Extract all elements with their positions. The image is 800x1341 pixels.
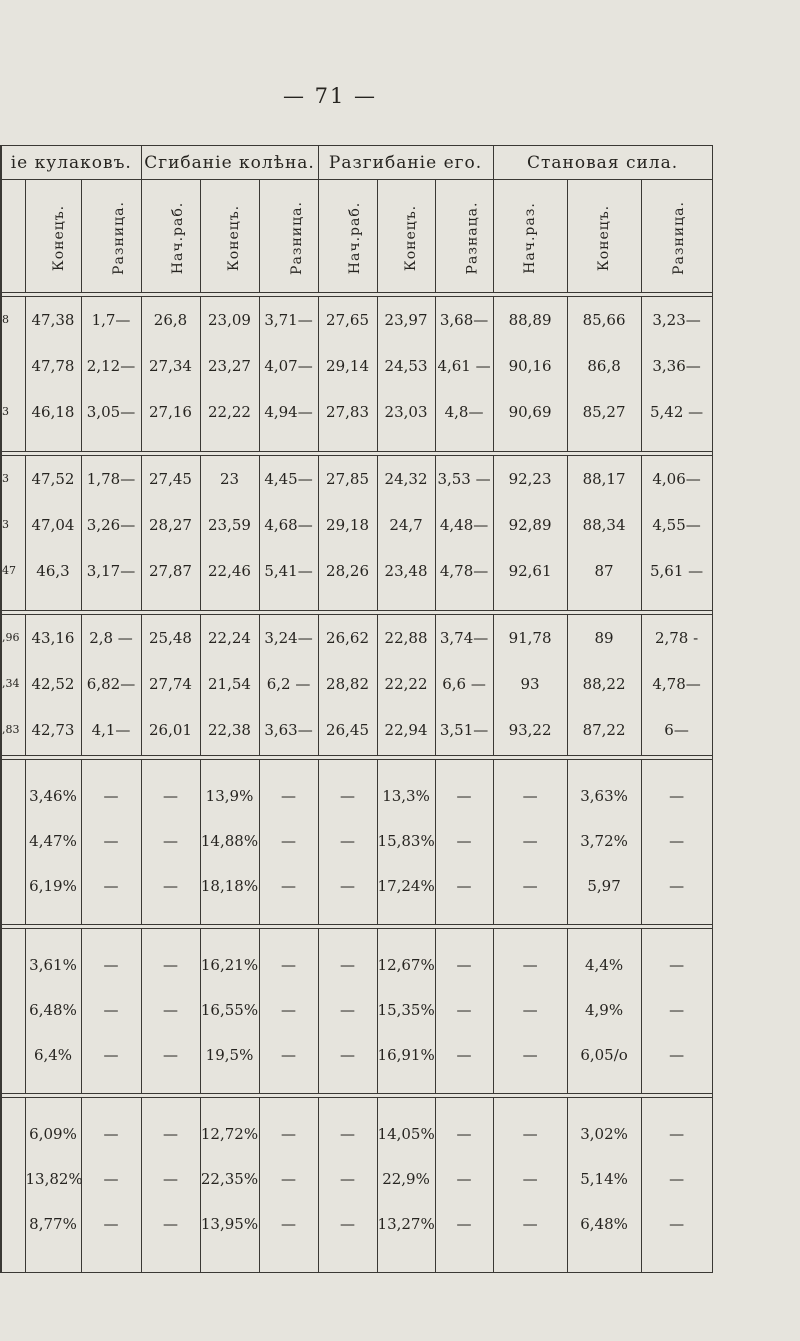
table-cell: 47,52 47,04 46,3 (25, 456, 81, 611)
table-cell: — — — (141, 1098, 200, 1273)
table-cell: 3,24— 6,2 — 3,63— (259, 615, 318, 756)
table-cell: 26,62 28,82 26,45 (318, 615, 377, 756)
sub-header: Разнаца. (435, 180, 493, 293)
sub-header: Нач.раб. (318, 180, 377, 293)
measurement-table-sheet (0, 145, 711, 1273)
table-cell: 13,3% 15,83% 17,24% (377, 760, 435, 925)
sub-header: Нач.раз. (493, 180, 567, 293)
sub-header: Конецъ. (377, 180, 435, 293)
data-block-row (1, 297, 712, 452)
table-cell: — — — (493, 929, 567, 1094)
table-cell: — — — (318, 760, 377, 925)
table-cell: — — — (81, 1098, 141, 1273)
table-cell: 3,74— 6,6 — 3,51— (435, 615, 493, 756)
data-block-row (1, 615, 712, 756)
table-cell: 3,61% 6,48% 6,4% (25, 929, 81, 1094)
sub-header: Конецъ. (567, 180, 641, 293)
table-cell: 23,97 24,53 23,03 (377, 297, 435, 452)
table-cell: 89 88,22 87,22 (567, 615, 641, 756)
table-cell: — — — (493, 760, 567, 925)
table-cell: — — — (435, 1098, 493, 1273)
table-cell: 2,78 - 4,78— 6— (641, 615, 712, 756)
data-block-row (1, 760, 712, 925)
table-cell: 88,89 90,16 90,69 (493, 297, 567, 452)
row-label-fragment (1, 760, 25, 925)
table-cell: — — — (259, 929, 318, 1094)
row-label-fragment: ,96 ,34 ,83 (1, 615, 25, 756)
table-cell: 12,72% 22,35% 13,95% (200, 1098, 259, 1273)
table-cell: — — — (493, 1098, 567, 1273)
data-block-row (1, 1098, 712, 1273)
row-label-fragment (1, 1098, 25, 1273)
table-cell: 4,45— 4,68— 5,41— (259, 456, 318, 611)
table-cell: 14,05% 22,9% 13,27% (377, 1098, 435, 1273)
table-cell: 1,7— 2,12— 3,05— (81, 297, 141, 452)
table-cell: 85,66 86,8 85,27 (567, 297, 641, 452)
table-cell: — — — (641, 929, 712, 1094)
data-block-row (1, 929, 712, 1094)
group-header-row (1, 146, 712, 180)
table-cell: 47,38 47,78 46,18 (25, 297, 81, 452)
sub-header-row (1, 180, 712, 293)
table-cell: 22,88 22,22 22,94 (377, 615, 435, 756)
table-cell: — — — (259, 1098, 318, 1273)
table-cell: 26,8 27,34 27,16 (141, 297, 200, 452)
table-cell: — — — (141, 929, 200, 1094)
table-cell: — — — (141, 760, 200, 925)
table-cell: — — — (641, 760, 712, 925)
sub-header: Нач.раб. (141, 180, 200, 293)
sub-header: Разница. (81, 180, 141, 293)
table-cell: 27,65 29,14 27,83 (318, 297, 377, 452)
table-cell: 4,06— 4,55— 5,61 — (641, 456, 712, 611)
table-cell: — — — (435, 760, 493, 925)
table-cell: 16,21% 16,55% 19,5% (200, 929, 259, 1094)
table-cell: — — — (81, 760, 141, 925)
table-cell: — — — (259, 760, 318, 925)
table-cell: 2,8 — 6,82— 4,1— (81, 615, 141, 756)
table-cell: 3,46% 4,47% 6,19% (25, 760, 81, 925)
table-cell: — — — (641, 1098, 712, 1273)
table-cell: 43,16 42,52 42,73 (25, 615, 81, 756)
table-cell: 23,09 23,27 22,22 (200, 297, 259, 452)
group-header-fists: іе кулаковъ. (1, 146, 141, 180)
table-cell: 1,78— 3,26— 3,17— (81, 456, 141, 611)
row-label-fragment: 3 3 47 (1, 456, 25, 611)
row-label-fragment: 8 3 (1, 297, 25, 452)
table-cell: 6,09% 13,82% 8,77% (25, 1098, 81, 1273)
table-cell: 3,68— 4,61 — 4,8— (435, 297, 493, 452)
sub-header: Конецъ. (200, 180, 259, 293)
sub-header: Разница. (641, 180, 712, 293)
table-cell: 91,78 93 93,22 (493, 615, 567, 756)
table-cell: — — — (318, 929, 377, 1094)
table-cell: 3,71— 4,07— 4,94— (259, 297, 318, 452)
sub-header: Разница. (259, 180, 318, 293)
table-cell: 92,23 92,89 92,61 (493, 456, 567, 611)
row-label-fragment (1, 929, 25, 1094)
table-cell: — — — (435, 929, 493, 1094)
table-cell: 27,85 29,18 28,26 (318, 456, 377, 611)
group-header-back-strength: Становая сила. (493, 146, 712, 180)
table-cell: 25,48 27,74 26,01 (141, 615, 200, 756)
table-cell: — — — (81, 929, 141, 1094)
page-number: — 71 — (282, 84, 378, 108)
table-cell: — — — (318, 1098, 377, 1273)
table-cell: 3,53 — 4,48— 4,78— (435, 456, 493, 611)
table-cell: 3,02% 5,14% 6,48% (567, 1098, 641, 1273)
table-cell: 24,32 24,7 23,48 (377, 456, 435, 611)
data-block-row (1, 456, 712, 611)
table-cell: 3,63% 3,72% 5,97 (567, 760, 641, 925)
table-cell: 23 23,59 22,46 (200, 456, 259, 611)
table-cell: 88,17 88,34 87 (567, 456, 641, 611)
group-header-knee-flexion: Сгибаніе колѣна. (141, 146, 318, 180)
table-cell: 4,4% 4,9% 6,05/o (567, 929, 641, 1094)
table-cell: 12,67% 15,35% 16,91% (377, 929, 435, 1094)
sub-header: Конецъ. (25, 180, 81, 293)
group-header-knee-extension: Разгибаніе его. (318, 146, 493, 180)
table-cell: 13,9% 14,88% 18,18% (200, 760, 259, 925)
table-cell: 22,24 21,54 22,38 (200, 615, 259, 756)
table-cell: 27,45 28,27 27,87 (141, 456, 200, 611)
table-cell: 3,23— 3,36— 5,42 — (641, 297, 712, 452)
sub-header-blank (1, 180, 25, 293)
measurement-table (0, 145, 713, 1273)
